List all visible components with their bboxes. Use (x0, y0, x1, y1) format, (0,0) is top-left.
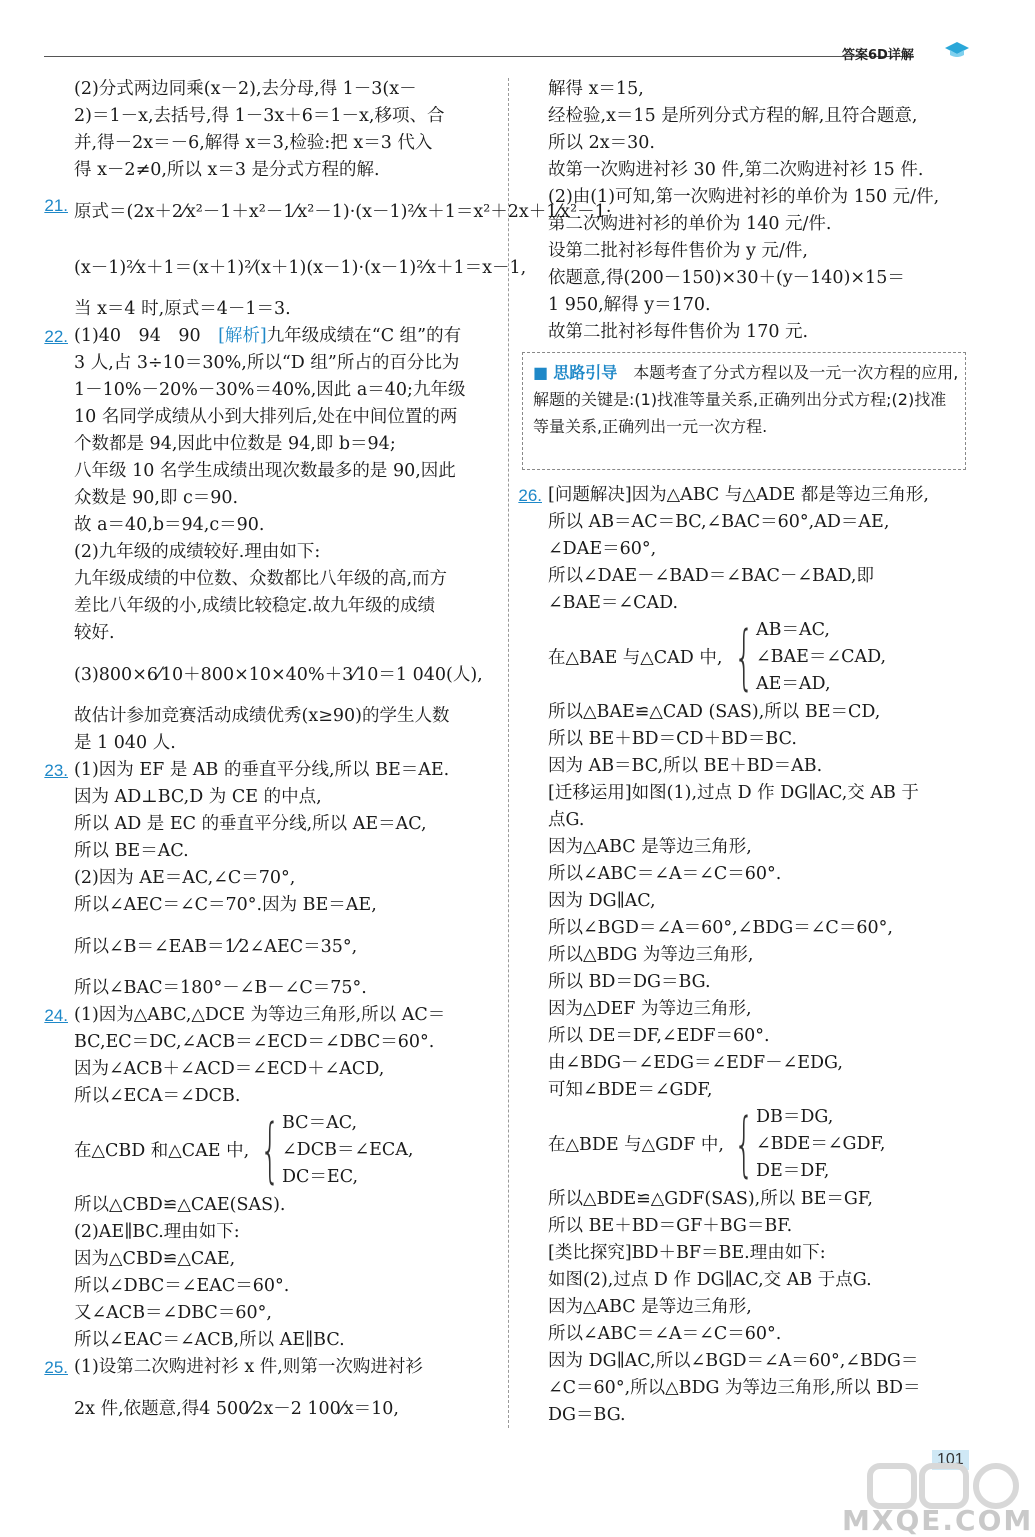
analysis-tag: [解析] (218, 326, 267, 346)
text-line: 所以 BD＝DG＝BG. (548, 972, 711, 992)
text-line: 所以∠BAC＝180°－∠B－∠C＝75°. (74, 978, 367, 998)
text-line: ∠C＝60°,所以△BDG 为等边三角形,所以 BD＝ (548, 1378, 921, 1398)
text-line: 故 a＝40,b＝94,c＝90. (74, 515, 265, 535)
question-number: 23. (44, 761, 68, 780)
tip-text (533, 359, 959, 440)
text-line: 八年级 10 名学生成绩出现次数最多的是 90,因此 (74, 461, 456, 481)
system-row: ∠DCB＝∠ECA, (282, 1140, 414, 1160)
text-line: 差比八年级的小,成绩比较稳定.故九年级的成绩 (74, 596, 436, 616)
right-column (518, 76, 973, 1429)
answer-values: (1)40 94 90 (74, 326, 219, 346)
brace-icon: { (260, 1109, 281, 1191)
text-line: (2)分式两边同乘(x－2),去分母,得 1－3(x－ (74, 79, 417, 99)
question-22 (44, 323, 496, 757)
text-line: 故第一次购进衬衫 30 件,第二次购进衬衫 15 件. (548, 160, 924, 180)
text-span: 九年级成绩在“C 组”的有 (266, 326, 462, 346)
text-line: 可知∠BDE＝∠GDF, (548, 1080, 713, 1100)
system-row: AB＝AC, (756, 620, 830, 640)
text-span: BD＋BF＝BE.理由如下: (631, 1243, 826, 1263)
text-span: 如图(1),过点 D 作 DG∥AC,交 AB 于 (631, 783, 919, 803)
question-21 (44, 184, 612, 323)
system-lead: 在△CBD 和△CAE 中, (74, 1141, 250, 1161)
question-number: 25. (44, 1358, 68, 1377)
text-line: BC,EC＝DC,∠ACB＝∠ECD＝∠DBC＝60°. (74, 1032, 435, 1052)
text-line: 当 x＝4 时,原式＝4－1＝3. (74, 299, 291, 319)
text-line: 2)＝1－x,去括号,得 1－3x＋6＝1－x,移项、合 (74, 106, 445, 126)
section-tag: [迁移运用] (548, 783, 632, 803)
text-line: 经检验,x＝15 是所列分式方程的解,且符合题意, (548, 106, 918, 126)
column-divider (508, 78, 509, 1428)
text-line: 所以△BAE≌△CAD (SAS),所以 BE＝CD, (548, 702, 881, 722)
system-row: AE＝AD, (756, 674, 831, 694)
text-line: (1)因为△ABC,△DCE 为等边三角形,所以 AC＝ (74, 1005, 446, 1025)
text-line: 所以 BE＝AC. (74, 841, 189, 861)
system-row: BC＝AC, (282, 1113, 358, 1133)
text-line: 故估计参加竞赛活动成绩优秀(x≥90)的学生人数 (74, 706, 450, 726)
tip-body: 本题考查了分式方程以及一元一次方程的应用,解题的关键是:(1)找准等量关系,正确列出分式方程;(2)找准等量关系,正确列出一元一次方程. (533, 363, 959, 436)
text-line: 所以△BDE≌△GDF(SAS),所以 BE＝GF, (548, 1189, 873, 1209)
system-row: DC＝EC, (282, 1167, 359, 1187)
text-line: 所以 BE＋BD＝GF＋BG＝BF. (548, 1216, 793, 1236)
text-line: (2)因为 AE＝AC,∠C＝70°, (74, 868, 296, 888)
text-line: 所以∠DBC＝∠EAC＝60°. (74, 1276, 290, 1296)
text-line: 所以∠AEC＝∠C＝70°.因为 BE＝AE, (74, 895, 377, 915)
text-line: 所以△BDG 为等边三角形, (548, 945, 754, 965)
text-line: 因为△CBD≌△CAE, (74, 1249, 236, 1269)
question-number: 24. (44, 1006, 68, 1025)
brace-icon: { (734, 616, 755, 698)
text-line: 点G. (548, 810, 585, 830)
text-line: (1)设第二次购进衬衫 x 件,则第一次购进衬衫 (74, 1357, 423, 1377)
text-line: 因为 DG∥AC, (548, 891, 656, 911)
text-line (548, 780, 973, 807)
equation-line: 原式＝(2x＋2⁄x²－1＋x²－1⁄x²－1)·(x－1)²⁄x＋1＝x²＋2x＋1⁄x²－1· (74, 202, 612, 222)
system-row: ∠BDE＝∠GDF, (756, 1134, 886, 1154)
section-tag: [问题解决] (548, 485, 632, 505)
text-line: 众数是 90,即 c＝90. (74, 488, 239, 508)
text-line: 因为△ABC 是等边三角形, (548, 837, 752, 857)
text-line: 所以 2x＝30. (548, 133, 655, 153)
text-line: 因为 AD⊥BC,D 为 CE 的中点, (74, 787, 322, 807)
text-line: 所以∠ABC＝∠A＝∠C＝60°. (548, 864, 782, 884)
system-row: DB＝DG, (756, 1107, 834, 1127)
text-line: 九年级成绩的中位数、众数都比八年级的高,而方 (74, 569, 448, 589)
text-line: 所以 DE＝DF,∠EDF＝60°. (548, 1026, 770, 1046)
text-line: 第二次购进衬衫的单价为 140 元/件. (548, 214, 832, 234)
text-line: 所以 BE＋BD＝CD＋BD＝BC. (548, 729, 797, 749)
q20-continuation (74, 76, 496, 184)
text-line: 所以∠ABC＝∠A＝∠C＝60°. (548, 1324, 782, 1344)
equation-system (548, 617, 973, 699)
text-line: 较好. (74, 623, 115, 643)
text-line: ∠BAE＝∠CAD. (548, 593, 679, 613)
text-line: 所以∠DAE－∠BAD＝∠BAC－∠BAD,即 (548, 566, 874, 586)
text-line: 所以 AD 是 EC 的垂直平分线,所以 AE＝AC, (74, 814, 427, 834)
text-line: ∠DAE＝60°, (548, 539, 657, 559)
text-line: 1 950,解得 y＝170. (548, 295, 711, 315)
section-tag: [类比探究] (548, 1243, 632, 1263)
text-line: 因为∠ACB＋∠ACD＝∠ECD＋∠ACD, (74, 1059, 385, 1079)
text-line: 因为 AB＝BC,所以 BE＋BD＝AB. (548, 756, 823, 776)
equation-system (548, 1104, 973, 1186)
question-number: 26. (518, 486, 542, 505)
text-line: (1)因为 EF 是 AB 的垂直平分线,所以 BE＝AE. (74, 760, 450, 780)
text-line: 因为△DEF 为等边三角形, (548, 999, 752, 1019)
text-line: (2)AE∥BC.理由如下: (74, 1222, 240, 1242)
question-24 (44, 1002, 496, 1354)
page-number: 101 (932, 1450, 969, 1470)
text-line: 因为△ABC 是等边三角形, (548, 1297, 752, 1317)
text-line: 个数都是 94,因此中位数是 94,即 b＝94; (74, 434, 396, 454)
question-26 (518, 482, 973, 1429)
tip-title: 思路引导 (553, 363, 618, 382)
text-line: 并,得－2x＝－6,解得 x＝3,检验:把 x＝3 代入 (74, 133, 433, 153)
text-line: 所以△CBD≌△CAE(SAS). (74, 1195, 286, 1215)
graduation-cap-icon (944, 40, 970, 60)
system-lead: 在△BAE 与△CAD 中, (548, 648, 723, 668)
equation-line: (3)800×6⁄10＋800×10×40%＋3⁄10＝1 040(人), (74, 665, 483, 685)
text-line: 得 x－2≠0,所以 x＝3 是分式方程的解. (74, 160, 380, 180)
tip-bullet-icon: ■ (533, 363, 549, 382)
text-line: 所以∠BGD＝∠A＝60°,∠BDG＝∠C＝60°, (548, 918, 893, 938)
text-line: 是 1 040 人. (74, 733, 176, 753)
text-line: 又∠ACB＝∠DBC＝60°, (74, 1303, 272, 1323)
text-line: 3 人,占 3÷10＝30%,所以“D 组”所占的百分比为 (74, 353, 460, 373)
system-rows (756, 1104, 885, 1185)
text-line (548, 1240, 973, 1267)
text-line: 1－10%－20%－30%＝40%,因此 a＝40;九年级 (74, 380, 466, 400)
text-line: 10 名同学成绩从小到大排列后,处在中间位置的两 (74, 407, 458, 427)
equation-line: 所以∠B＝∠EAB＝1⁄2∠AEC＝35°, (74, 937, 358, 957)
header-rule (44, 56, 914, 57)
brace-icon: { (734, 1103, 755, 1185)
text-line: 所以∠ECA＝∠DCB. (74, 1086, 241, 1106)
text-line: 如图(2),过点 D 作 DG∥AC,交 AB 于点G. (548, 1270, 872, 1290)
text-line (74, 323, 496, 350)
system-rows (282, 1110, 413, 1191)
question-25 (44, 1354, 496, 1437)
question-number: 21. (44, 196, 68, 215)
text-line: (2)由(1)可知,第一次购进衬衫的单价为 150 元/件, (548, 187, 940, 207)
text-line: 依题意,得(200－150)×30＋(y－140)×15＝ (548, 268, 905, 288)
q25-continuation (548, 76, 973, 346)
header-label: 答案6D详解 (842, 48, 914, 63)
system-row: ∠BAE＝∠CAD, (756, 647, 887, 667)
text-line: DG＝BG. (548, 1405, 626, 1425)
text-line: 因为 DG∥AC,所以∠BGD＝∠A＝60°,∠BDG＝ (548, 1351, 919, 1371)
text-line: 由∠BDG－∠EDG＝∠EDF－∠EDG, (548, 1053, 843, 1073)
text-line: 所以 AB＝AC＝BC,∠BAC＝60°,AD＝AE, (548, 512, 890, 532)
text-line (548, 482, 973, 509)
thinking-guide-box (522, 352, 966, 470)
text-line: 解得 x＝15, (548, 79, 644, 99)
equation-system (74, 1110, 496, 1192)
question-number: 22. (44, 327, 68, 346)
text-span: 因为△ABC 与△ADE 都是等边三角形, (631, 485, 929, 505)
equation-line: 2x 件,依题意,得4 500⁄2x－2 100⁄x＝10, (74, 1399, 399, 1419)
equation-line: (x－1)²⁄x＋1＝(x＋1)²⁄(x＋1)(x－1)·(x－1)²⁄x＋1＝x－1, (74, 258, 527, 278)
text-line: (2)九年级的成绩较好.理由如下: (74, 542, 321, 562)
text-line: 故第二批衬衫每件售价为 170 元. (548, 322, 809, 342)
watermark-text: MXQE.COM (842, 1504, 1034, 1537)
system-row: DE＝DF, (756, 1161, 830, 1181)
question-23 (44, 757, 496, 1002)
text-line: 所以∠EAC＝∠ACB,所以 AE∥BC. (74, 1330, 345, 1350)
system-lead: 在△BDE 与△GDF 中, (548, 1135, 724, 1155)
text-line: 设第二批衬衫每件售价为 y 元/件, (548, 241, 808, 261)
system-rows (756, 617, 886, 698)
